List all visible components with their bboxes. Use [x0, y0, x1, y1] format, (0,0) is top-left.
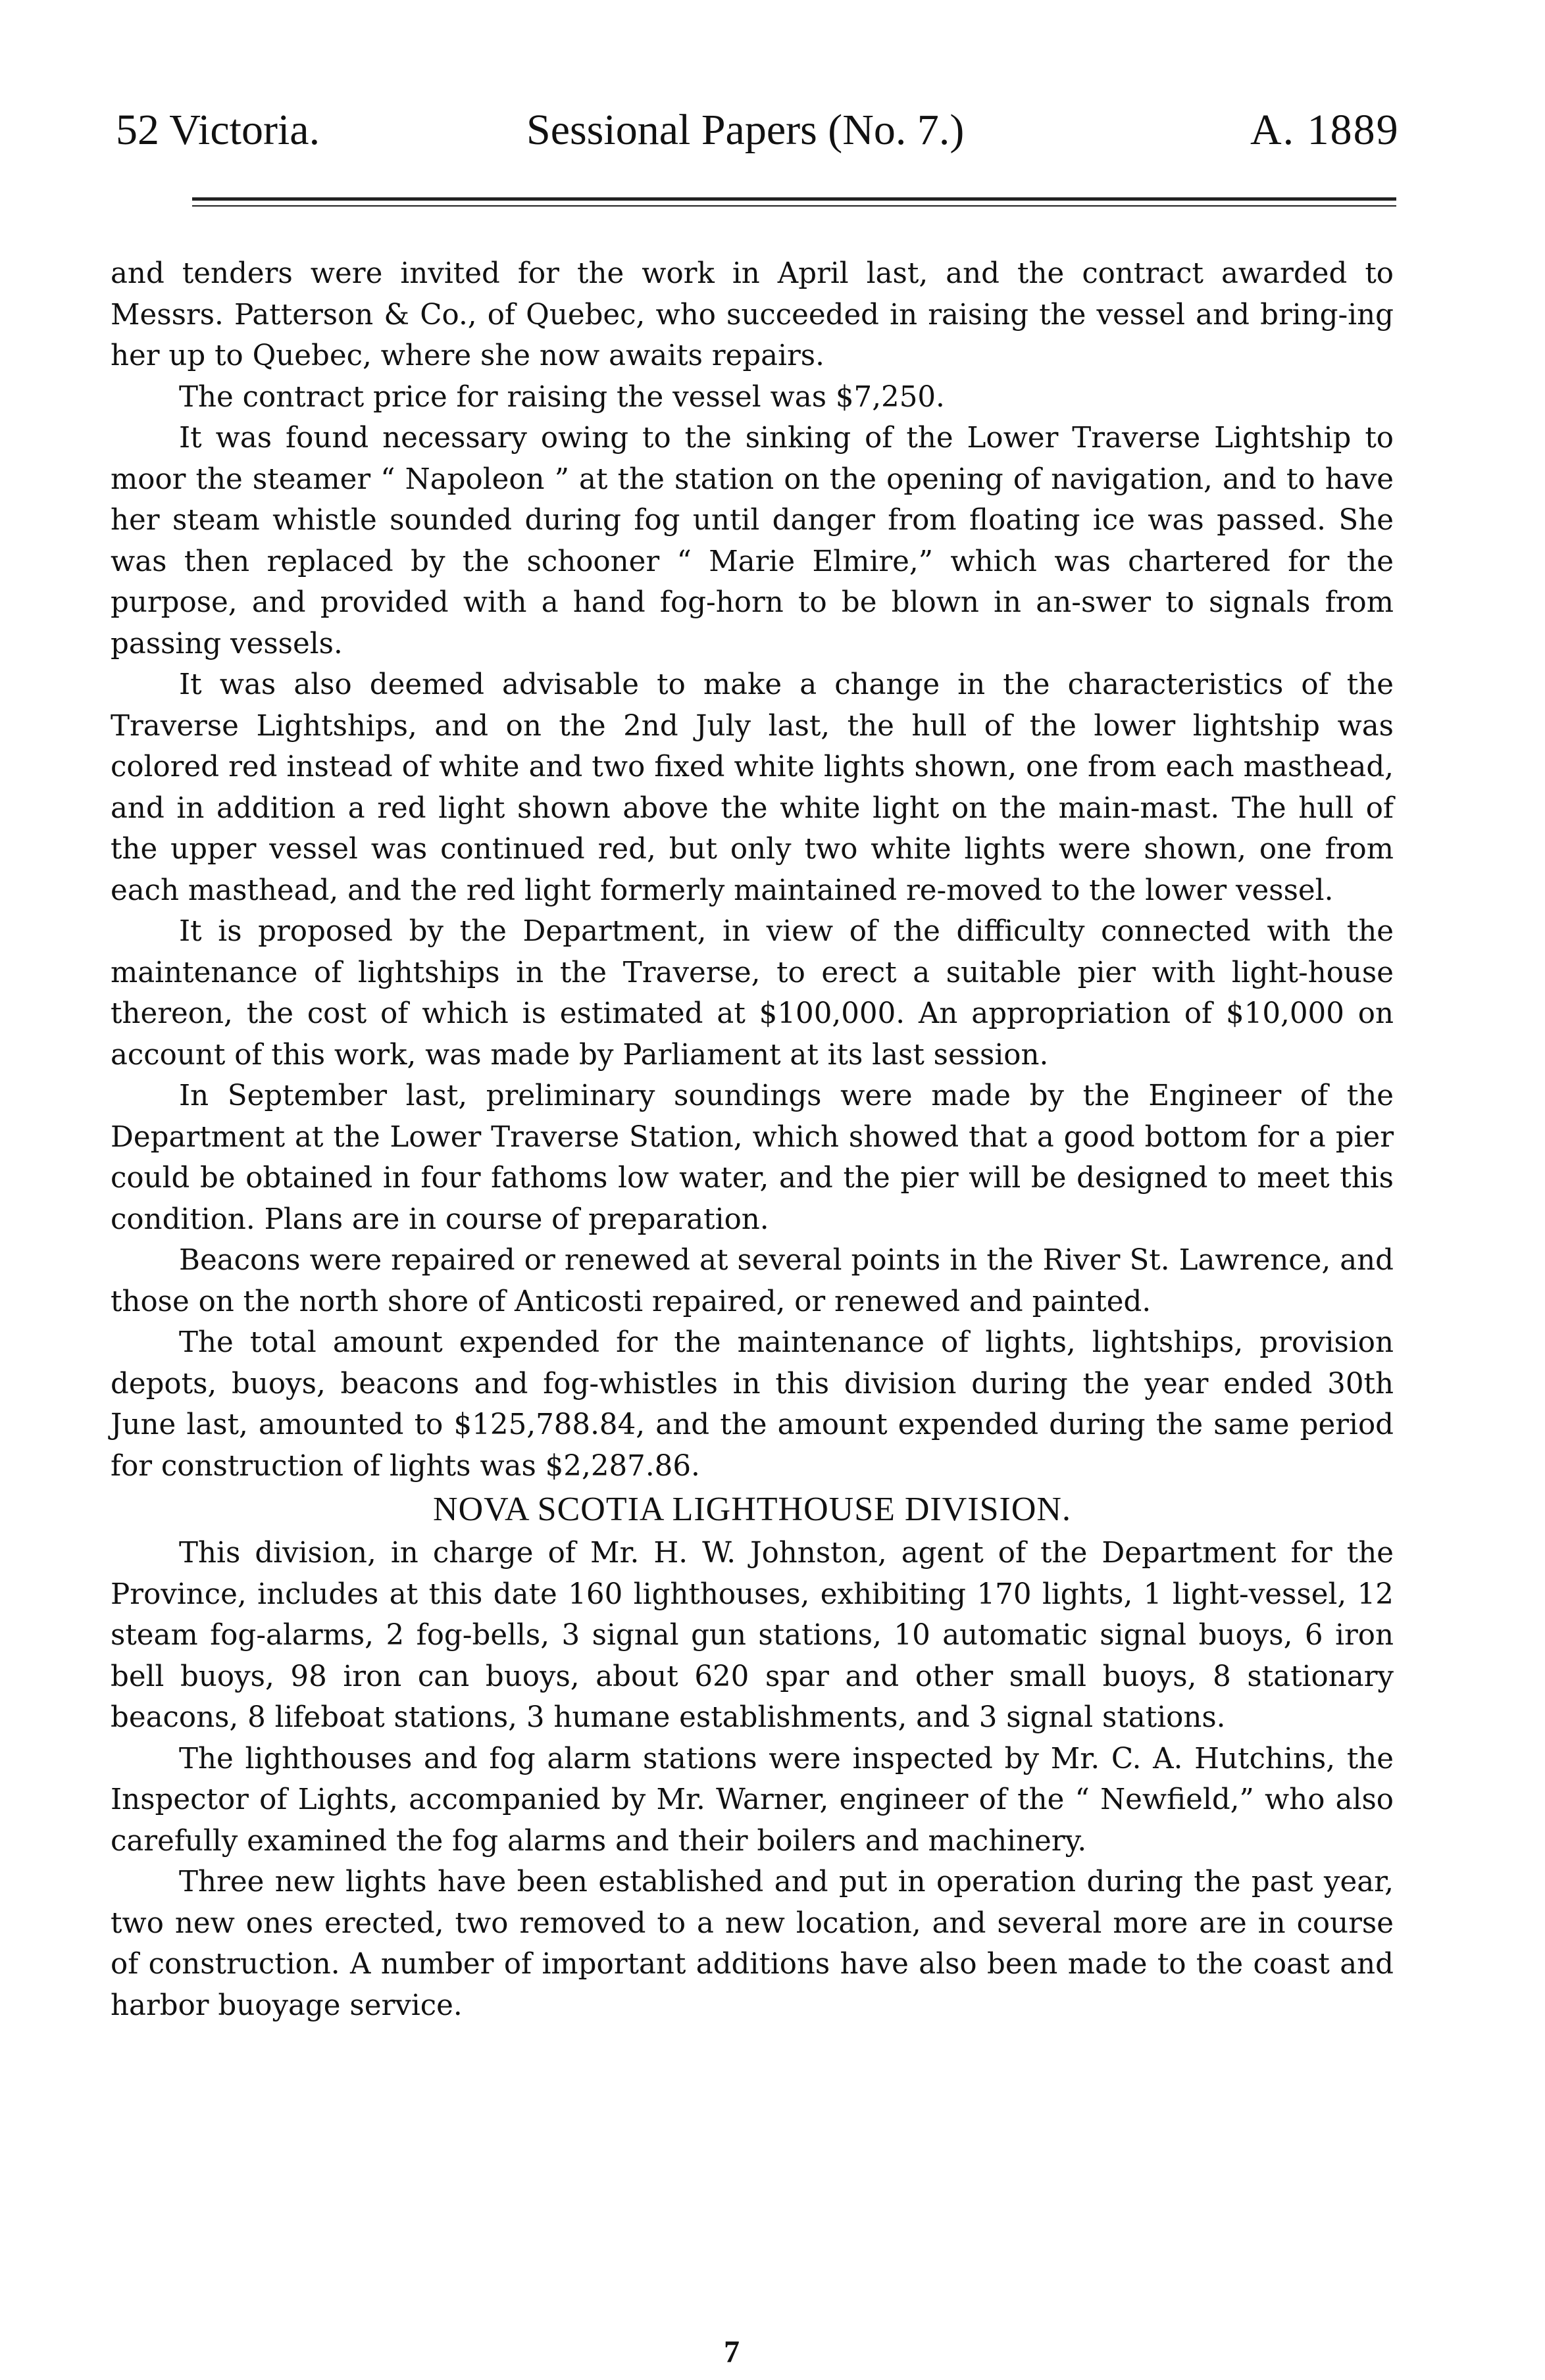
- paragraph: The contract price for raising the vessel was $7,250.: [179, 380, 945, 414]
- paragraph: and tenders were invited for the work in April last, and the contract awarded to Messrs. Patterson & Co., of Quebec, who succeeded in raising the vessel and bring-ing her up to Quebec, where she now awaits repairs.: [111, 257, 1394, 372]
- paragraph: It is proposed by the Department, in view of the difficulty connected with the maintenance of lightships in the Traverse, to erect a suitable pier with light-house thereon, the cost of which is estimated at $100,000. An appropriation of $10,000 on account of this work, was made by Parliament at its last session.: [111, 915, 1394, 1072]
- running-header: [0, 105, 1545, 158]
- paragraph: Three new lights have been established and put in operation during the past year, two new ones erected, two removed to a new location, and several more are in course of construction. A number of important additions have also been made to the coast and harbor buoyage service.: [111, 1866, 1394, 2022]
- body-text: [111, 253, 1394, 2026]
- paragraph: It was found necessary owing to the sinking of the Lower Traverse Lightship to moor the steamer “ Napoleon ” at the station on the opening of navigation, and to have her steam whistle sounded during fog until danger from floating ice was passed. She was then replaced by the schooner “ Marie Elmire,” which was chartered for the purpose, and provided with a hand fog-horn to be blown in an-swer to signals from passing vessels.: [111, 422, 1394, 660]
- header-title: Sessional Papers (No. 7.): [526, 106, 965, 154]
- header-rule-thin: [192, 205, 1396, 207]
- header-session: 52 Victoria.: [116, 106, 320, 154]
- paragraph: The lighthouses and fog alarm stations were inspected by Mr. C. A. Hutchins, the Inspector of Lights, accompanied by Mr. Warner, engineer of the “ Newfield,” who also carefully examined the fog alarms and their boilers and machinery.: [111, 1742, 1394, 1858]
- paragraph: The total amount expended for the maintenance of lights, lightships, provision depots, buoys, beacons and fog-whistles in this division during the year ended 30th June last, amounted to $125,788.84, and the amount expended during the same period for construction of lights was $2,287.86.: [111, 1326, 1394, 1483]
- header-rule-thick: [192, 197, 1396, 201]
- page-number: 7: [724, 2335, 740, 2369]
- section-heading: NOVA SCOTIA LIGHTHOUSE DIVISION.: [433, 1491, 1071, 1528]
- paragraph: This division, in charge of Mr. H. W. Johnston, agent of the Department for the Province, includes at this date 160 lighthouses, exhibiting 170 lights, 1 light-vessel, 12 steam fog-alarms, 2 fog-bells, 3 signal gun stations, 10 automatic signal buoys, 6 iron bell buoys, 98 iron can buoys, about 620 spar and other small buoys, 8 stationary beacons, 8 lifeboat stations, 3 humane establishments, and 3 signal stations.: [111, 1537, 1394, 1734]
- paragraph: In September last, preliminary soundings were made by the Engineer of the Department at the Lower Traverse Station, which showed that a good bottom for a pier could be obtained in four fathoms low water, and the pier will be designed to meet this condition. Plans are in course of preparation.: [111, 1079, 1394, 1236]
- paragraph: Beacons were repaired or renewed at several points in the River St. Lawrence, and those on the north shore of Anticosti repaired, or renewed and painted.: [111, 1244, 1394, 1318]
- header-year: A. 1889: [1250, 106, 1400, 154]
- paragraph: It was also deemed advisable to make a change in the characteristics of the Traverse Lightships, and on the 2nd July last, the hull of the lower lightship was colored red instead of white and two fixed white lights shown, one from each masthead, and in addition a red light shown above the white light on the main-mast. The hull of the upper vessel was continued red, but only two white lights were shown, one from each masthead, and the red light formerly maintained re-moved to the lower vessel.: [111, 668, 1394, 907]
